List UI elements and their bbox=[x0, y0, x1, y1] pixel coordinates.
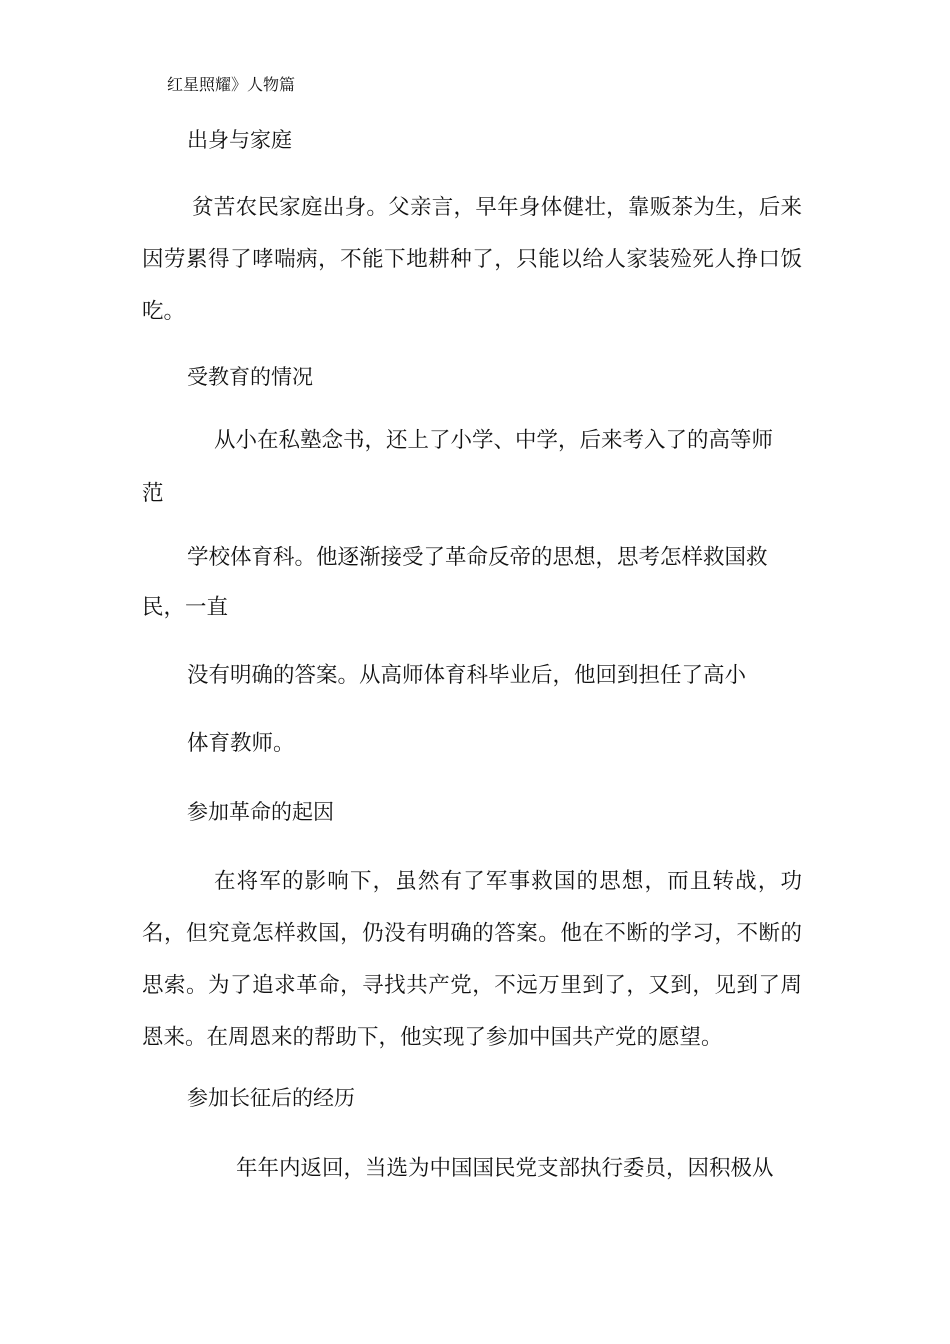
section-heading-long-march: 参加长征后的经历 bbox=[187, 1086, 355, 1110]
education-line-3: 学校体育科。他逐渐接受了革命反帝的思想，思考怎样救国救 bbox=[187, 545, 768, 570]
education-line-6: 体育教师。 bbox=[187, 731, 295, 756]
education-line-4: 民，一直 bbox=[142, 595, 229, 620]
education-line-1: 从小在私塾念书，还上了小学、中学，后来考入了的高等师 bbox=[214, 428, 774, 453]
education-line-2: 范 bbox=[142, 481, 164, 506]
paragraph-long-march: 年年内返回，当选为中国国民党支部执行委员，因积极从 bbox=[236, 1156, 774, 1181]
paragraph-revolution: 在将军的影响下，虽然有了军事救国的思想，而且转战，功名，但究竟怎样救国，仍没有明确的答案。他在不断的学习，不断的思索。为了追求革命，寻找共产党，不远万里到了，又到，见到了周恩来。在周恩来的帮助下，他实现了参加中国共产党的愿望。 bbox=[142, 869, 802, 1050]
section-heading-family: 出身与家庭 bbox=[187, 128, 292, 152]
section-heading-education: 受教育的情况 bbox=[187, 365, 313, 389]
education-line-5: 没有明确的答案。从高师体育科毕业后，他回到担任了高小 bbox=[187, 663, 747, 688]
section-heading-revolution: 参加革命的起因 bbox=[187, 800, 334, 824]
document-title: 红星照耀》人物篇 bbox=[167, 75, 296, 94]
paragraph-family: 贫苦农民家庭出身。父亲言，早年身体健壮，靠贩茶为生，后来因劳累得了哮喘病，不能下地耕种了，只能以给人家装殓死人挣口饭吃。 bbox=[142, 195, 802, 324]
